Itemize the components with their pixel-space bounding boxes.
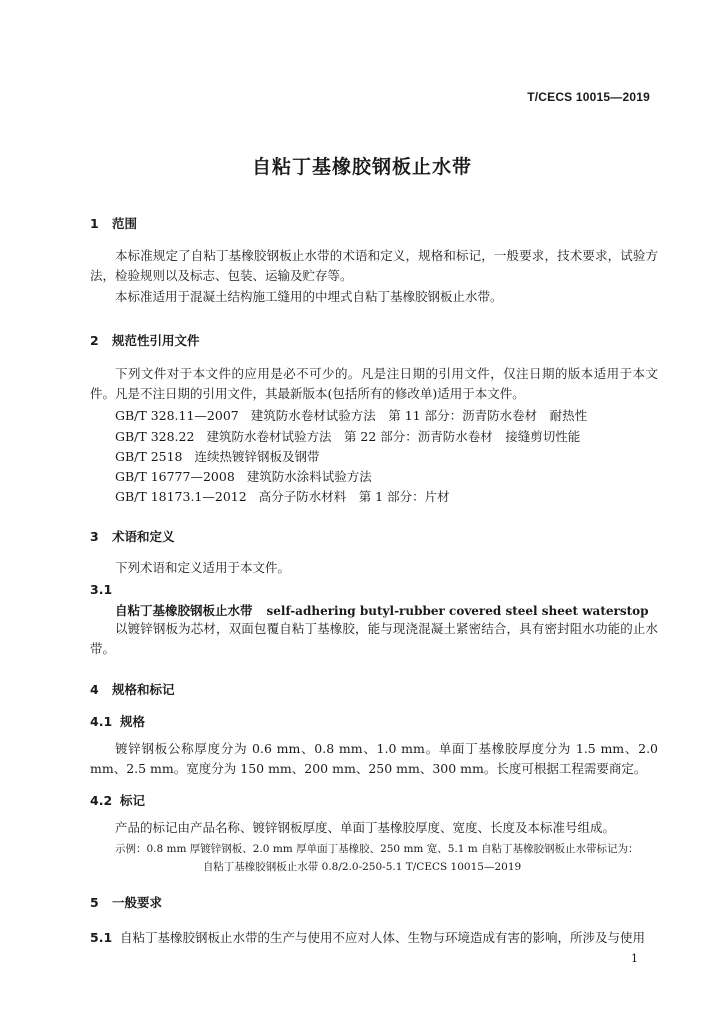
reference-item [115, 467, 372, 485]
subsection-4-2-heading [90, 791, 145, 809]
section-3-paragraph-1: 下列术语和定义适用于本文件。 [115, 560, 291, 575]
reference-code: GB/T 16777—2008 [115, 469, 235, 484]
page-number: 1 [631, 952, 638, 965]
reference-code: GB/T 328.22 [115, 429, 195, 444]
section-title: 一般要求 [112, 895, 163, 910]
section-1-paragraph-2: 本标准适用于混凝土结构施工缝用的中埋式自粘丁基橡胶钢板止水带。 [115, 289, 503, 304]
standard-number: T/CECS 10015—2019 [527, 90, 650, 104]
subsection-title: 规格 [120, 714, 146, 729]
section-title: 规范性引用文件 [112, 333, 200, 348]
subsection-3-1-number: 3.1 [90, 582, 113, 597]
reference-item [115, 447, 320, 465]
term-entry [115, 601, 649, 619]
section-title: 规格和标记 [112, 682, 175, 697]
reference-code: GB/T 328.11—2007 [115, 408, 239, 423]
section-4-heading [90, 680, 175, 698]
marking-example: 示例：0.8 mm 厚镀锌钢板、2.0 mm 厚单面丁基橡胶、250 mm 宽、5.1 m 自粘丁基橡胶钢板止水带标记为： [115, 843, 639, 855]
reference-title: 高分子防水材料 第 1 部分：片材 [258, 489, 450, 504]
subsection-5-1 [90, 928, 658, 946]
subsection-number: 4.2 [90, 793, 113, 808]
reference-code: GB/T 18173.1—2012 [115, 489, 247, 504]
section-number: 3 [90, 529, 99, 544]
section-1-heading [90, 214, 137, 232]
subsection-title: 标记 [120, 793, 146, 808]
subsection-4-1-heading [90, 712, 145, 730]
reference-title: 连续热镀锌钢板及钢带 [194, 449, 320, 464]
section-number: 4 [90, 682, 99, 697]
section-number: 2 [90, 333, 99, 348]
subsection-number: 4.1 [90, 714, 113, 729]
section-1-paragraph-1: 本标准规定了自粘丁基橡胶钢板止水带的术语和定义，规格和标记，一般要求，技术要求，试验方法，检验规则以及标志、包装、运输及贮存等。 [90, 248, 658, 283]
reference-item [115, 487, 450, 505]
section-number: 5 [90, 895, 99, 910]
term-english: self-adhering butyl-rubber covered steel sheet waterstop [266, 604, 649, 618]
reference-code: GB/T 2518 [115, 449, 183, 464]
subsection-4-1-paragraph: 镀锌钢板公称厚度分为 0.6 mm、0.8 mm、1.0 mm。单面丁基橡胶厚度分为 1.5 mm、2.0 mm、2.5 mm。宽度分为 150 mm、200 mm、250 mm、300 mm。长度可根据工程需要商定。 [90, 741, 658, 776]
marking-example-code: 自粘丁基橡胶钢板止水带 0.8/2.0-250-5.1 T/CECS 10015—2019 [202, 861, 522, 873]
term-definition: 以镀锌钢板为芯材，双面包覆自粘丁基橡胶，能与现浇混凝土紧密结合，具有密封阻水功能的止水带。 [90, 621, 658, 656]
section-title: 术语和定义 [112, 529, 175, 544]
section-title: 范围 [112, 216, 138, 231]
subsection-number: 5.1 [90, 930, 113, 945]
reference-item [115, 406, 587, 424]
reference-item [115, 427, 580, 445]
section-2-paragraph-1: 下列文件对于本文件的应用是必不可少的。凡是注日期的引用文件，仅注日期的版本适用于本文件。凡是不注日期的引用文件，其最新版本(包括所有的修改单)适用于本文件。 [90, 366, 658, 401]
section-number: 1 [90, 216, 99, 231]
section-2-heading [90, 331, 200, 349]
reference-title: 建筑防水卷材试验方法 第 22 部分：沥青防水卷材 接缝剪切性能 [206, 429, 581, 444]
term-chinese: 自粘丁基橡胶钢板止水带 [115, 603, 253, 618]
section-5-heading [90, 893, 162, 911]
section-3-heading [90, 527, 175, 545]
document-title: 自粘丁基橡胶钢板止水带 [251, 156, 472, 178]
subsection-text: 自粘丁基橡胶钢板止水带的生产与使用不应对人体、生物与环境造成有害的影响，所涉及与使用 [120, 930, 646, 945]
reference-title: 建筑防水涂料试验方法 [246, 469, 372, 484]
reference-title: 建筑防水卷材试验方法 第 11 部分：沥青防水卷材 耐热性 [250, 408, 588, 423]
subsection-4-2-paragraph: 产品的标记由产品名称、镀锌钢板厚度、单面丁基橡胶厚度、宽度、长度及本标准号组成。 [115, 820, 616, 835]
